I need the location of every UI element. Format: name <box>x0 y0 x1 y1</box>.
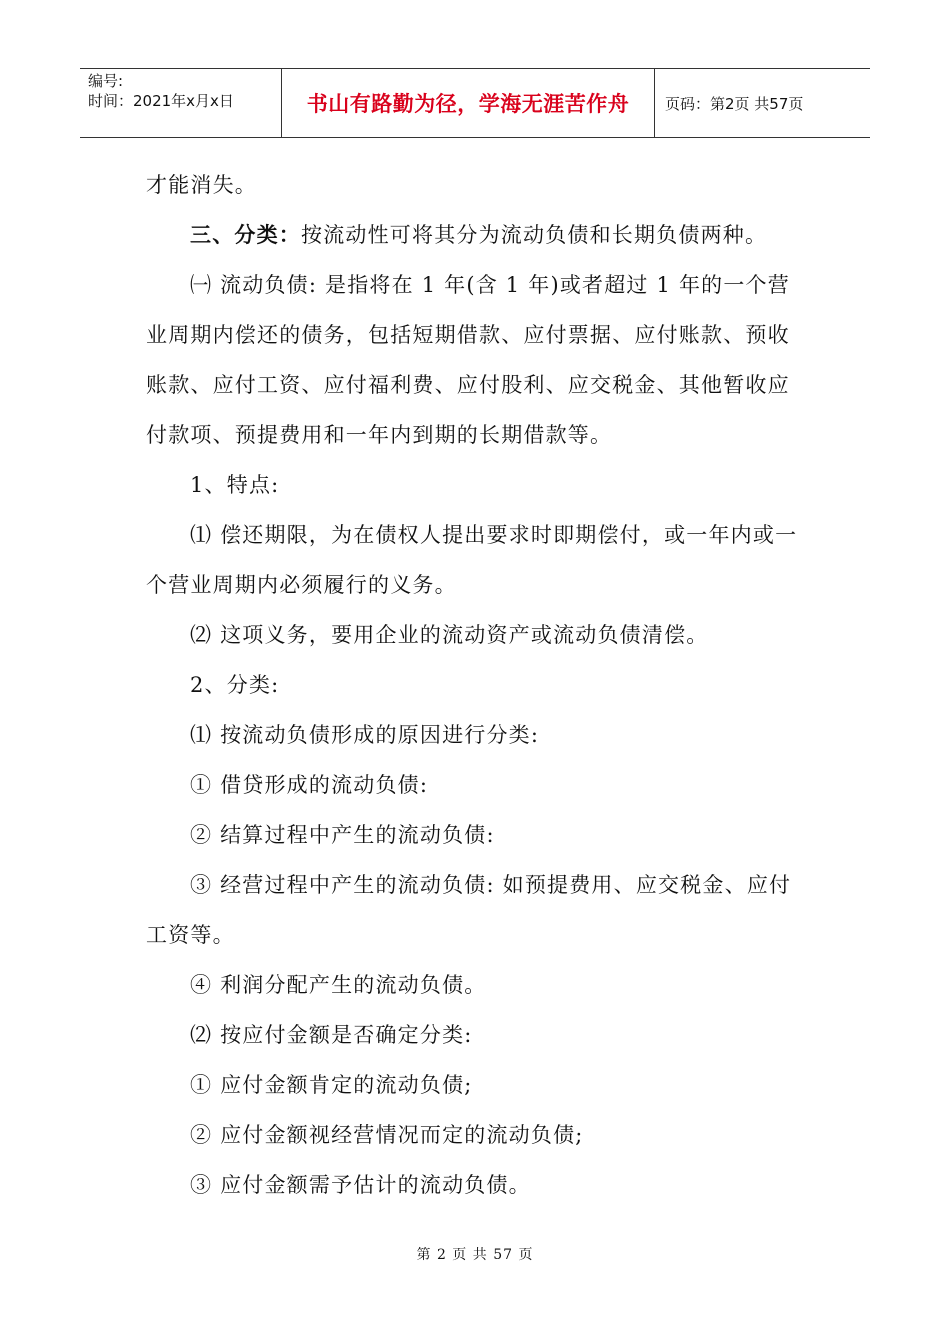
document-number-label: 编号: <box>88 72 124 90</box>
page-header <box>80 68 870 138</box>
section-intro: 按流动性可将其分为流动负债和长期负债两种。 <box>301 223 768 247</box>
header-motto: 书山有路勤为径，学海无涯苦作舟 <box>306 92 630 116</box>
paragraph-line: 付款项、预提费用和一年内到期的长期借款等。 <box>146 423 613 447</box>
list-item: ③ 应付金额需予估计的流动负债。 <box>190 1173 531 1197</box>
list-item-continuation: 工资等。 <box>146 923 235 947</box>
list-item: ② 应付金额视经营情况而定的流动负债; <box>190 1123 584 1147</box>
paragraph-line: 业周期内偿还的债务，包括短期借款、应付票据、应付账款、预收 <box>146 323 790 347</box>
subheading-features: 1、特点: <box>190 473 280 497</box>
list-item: ① 应付金额肯定的流动负债; <box>190 1073 473 1097</box>
section-heading-line <box>190 220 767 250</box>
list-item: ② 结算过程中产生的流动负债: <box>190 823 495 847</box>
list-item: ③ 经营过程中产生的流动负债: 如预提费用、应交税金、应付 <box>190 873 792 897</box>
list-item: ⑴ 偿还期限，为在债权人提出要求时即期偿付，或一年内或一 <box>190 523 798 547</box>
list-item: ① 借贷形成的流动负债: <box>190 773 429 797</box>
body-line: 才能消失。 <box>146 173 257 197</box>
list-item: ⑵ 按应付金额是否确定分类: <box>190 1023 473 1047</box>
list-item-continuation: 个营业周期内必须履行的义务。 <box>146 573 457 597</box>
subheading-classification: 2、分类: <box>190 673 280 697</box>
header-page-info: 页码：第2页 共57页 <box>665 94 804 113</box>
header-meta <box>80 69 282 137</box>
paragraph-line: 账款、应付工资、应付福利费、应付股利、应交税金、其他暂收应 <box>146 373 790 397</box>
paragraph-line: ㈠ 流动负债: 是指将在 1 年(含 1 年)或者超过 1 年的一个营 <box>190 273 790 297</box>
list-item: ⑴ 按流动负债形成的原因进行分类: <box>190 723 540 747</box>
header-motto-cell <box>282 69 655 137</box>
list-item: ④ 利润分配产生的流动负债。 <box>190 973 487 997</box>
document-date: 时间：2021年x月x日 <box>88 92 234 110</box>
section-heading: 三、分类： <box>190 222 301 247</box>
list-item: ⑵ 这项义务，要用企业的流动资产或流动负债清偿。 <box>190 623 709 647</box>
page-footer: 第 2 页 共 57 页 <box>416 1247 534 1263</box>
